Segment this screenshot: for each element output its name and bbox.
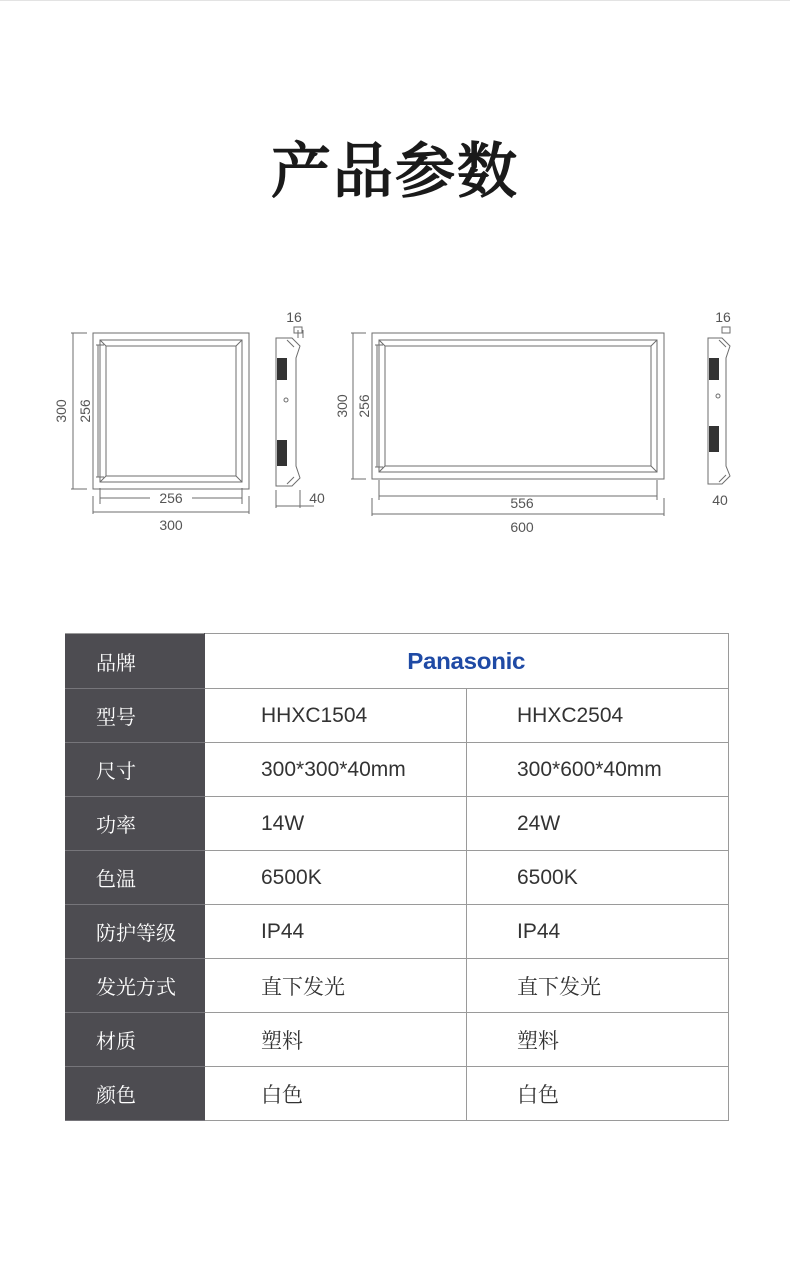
table-row	[66, 905, 729, 959]
table-row	[66, 797, 729, 851]
small-panel-outer	[93, 333, 249, 489]
table-row	[66, 959, 729, 1013]
large-panel-driver-2	[709, 426, 719, 452]
row-label: 色温	[66, 851, 205, 905]
row-label: 功率	[66, 797, 205, 851]
large-height-outer: 300	[334, 394, 350, 418]
small-depth-top: 16	[286, 309, 302, 325]
large-panel-outer	[372, 333, 664, 479]
table-row	[66, 743, 729, 797]
color-temp-a: 6500K	[205, 851, 467, 905]
large-width-outer: 600	[510, 519, 534, 535]
small-height-outer: 300	[53, 399, 69, 423]
color-a: 白色	[205, 1067, 467, 1121]
page-title: 产品参数	[271, 137, 519, 207]
small-width-inner: 256	[159, 490, 183, 506]
power-b: 24W	[467, 797, 729, 851]
power-a: 14W	[205, 797, 467, 851]
row-label: 型号	[66, 689, 205, 743]
large-width-inner: 556	[510, 495, 534, 511]
dimension-diagrams	[0, 300, 790, 550]
brand-logo: Panasonic	[407, 647, 526, 674]
small-depth-side: 40	[309, 490, 325, 506]
table-row	[66, 689, 729, 743]
dimension-drawing	[0, 300, 790, 550]
size-b: 300*600*40mm	[467, 743, 729, 797]
row-label: 发光方式	[66, 959, 205, 1013]
large-depth-top: 16	[715, 309, 731, 325]
brand-value-cell	[205, 634, 729, 689]
table-row	[66, 1067, 729, 1121]
model-b: HHXC2504	[467, 689, 729, 743]
row-label: 材质	[66, 1013, 205, 1067]
large-height-inner: 256	[356, 394, 372, 418]
material-a: 塑料	[205, 1013, 467, 1067]
ip-rating-a: IP44	[205, 905, 467, 959]
table-row	[66, 851, 729, 905]
model-a: HHXC1504	[205, 689, 467, 743]
ip-rating-b: IP44	[467, 905, 729, 959]
brand-label: 品牌	[66, 634, 205, 689]
large-panel-driver	[709, 358, 719, 380]
row-label: 颜色	[66, 1067, 205, 1121]
row-label: 防护等级	[66, 905, 205, 959]
small-height-inner: 256	[77, 399, 93, 423]
small-panel-frame	[100, 340, 242, 482]
table-row	[66, 1013, 729, 1067]
row-label: 尺寸	[66, 743, 205, 797]
light-mode-a: 直下发光	[205, 959, 467, 1013]
top-divider	[0, 0, 790, 1]
color-b: 白色	[467, 1067, 729, 1121]
size-a: 300*300*40mm	[205, 743, 467, 797]
color-temp-b: 6500K	[467, 851, 729, 905]
large-depth-side: 40	[712, 492, 728, 508]
small-panel-driver	[277, 358, 287, 380]
light-mode-b: 直下发光	[467, 959, 729, 1013]
small-width-outer: 300	[159, 517, 183, 533]
large-panel-frame	[379, 340, 657, 472]
small-panel-driver-2	[277, 440, 287, 466]
material-b: 塑料	[467, 1013, 729, 1067]
spec-table	[65, 633, 729, 1121]
table-row	[66, 634, 729, 689]
